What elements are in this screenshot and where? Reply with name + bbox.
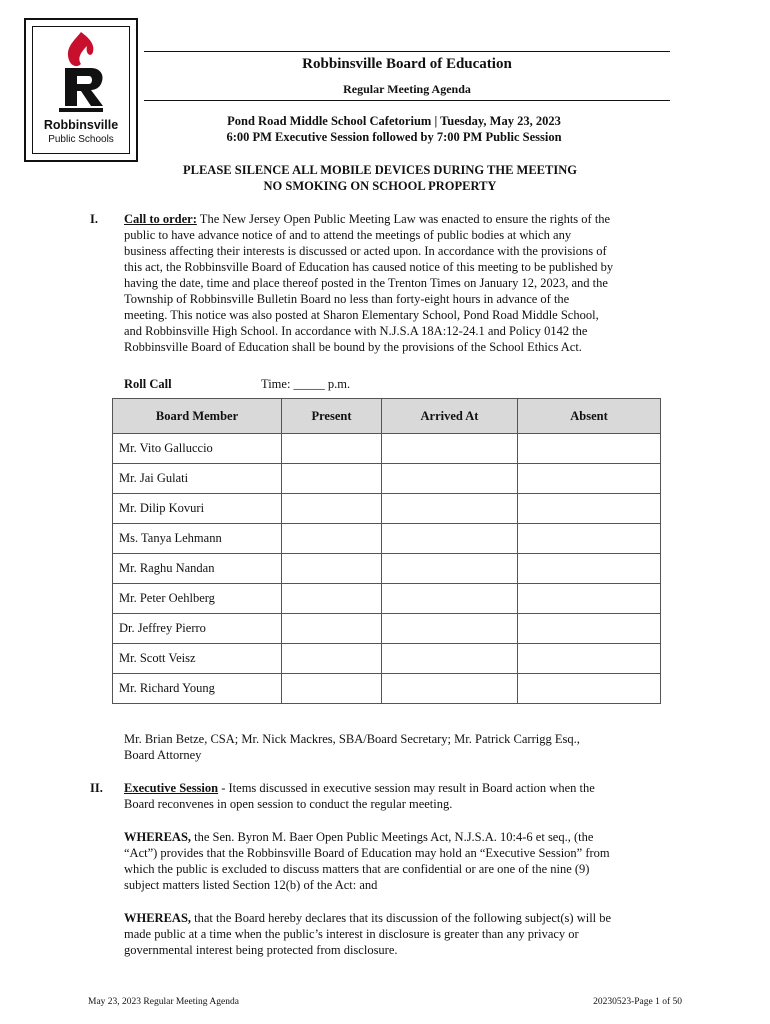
call-to-order-line: this act, the Robbinsville Board of Education has caused notice of this meeting to be published by (124, 260, 614, 274)
member-name: Mr. Scott Veisz (113, 644, 282, 674)
header-rule-bottom (144, 100, 670, 101)
member-name: Mr. Vito Galluccio (113, 434, 282, 464)
executive-session-heading: Executive Session (124, 781, 219, 795)
board-title: Robbinsville Board of Education (302, 56, 512, 72)
table-row (113, 524, 661, 554)
present-cell (282, 524, 382, 554)
absent-cell (518, 614, 661, 644)
whereas-paragraph-1 (124, 829, 684, 893)
arrived-cell (382, 554, 518, 584)
table-row (113, 584, 661, 614)
absent-cell (518, 464, 661, 494)
absent-cell (518, 584, 661, 614)
roll-call-label: Roll Call (124, 377, 172, 391)
call-to-order-heading: Call to order: (124, 212, 197, 226)
member-name: Mr. Dilip Kovuri (113, 494, 282, 524)
notice-no-smoking: NO SMOKING ON SCHOOL PROPERTY (263, 179, 497, 193)
table-row (113, 614, 661, 644)
executive-session-intro (124, 780, 684, 812)
whereas2-line: governmental interest being protected from disclosure. (124, 943, 398, 957)
table-row (113, 464, 661, 494)
col-absent: Absent (518, 399, 661, 434)
table-row (113, 434, 661, 464)
absent-cell (518, 494, 661, 524)
meeting-times: 6:00 PM Executive Session followed by 7:00 PM Public Session (226, 130, 562, 144)
absent-cell (518, 524, 661, 554)
staff-line: Mr. Brian Betze, CSA; Mr. Nick Mackres, SBA/Board Secretary; Mr. Patrick Carrigg Esq., (124, 732, 580, 746)
present-cell (282, 614, 382, 644)
call-to-order-line: public to have advance notice of and to attend the meetings of public bodies at which any (124, 228, 572, 242)
whereas1-line: subject matters listed Section 12(b) of the Act: and (124, 878, 378, 892)
arrived-cell (382, 464, 518, 494)
present-cell (282, 434, 382, 464)
absent-cell (518, 554, 661, 584)
call-to-order-line: having the date, time and place thereof posted in the Trenton Times on January 12, 2023, and the (124, 276, 608, 290)
district-logo (24, 18, 138, 162)
table-row (113, 674, 661, 704)
exec-intro-line: Board reconvenes in open session to conduct the regular meeting. (124, 797, 453, 811)
arrived-cell (382, 614, 518, 644)
whereas1-line: which the public is excluded to discuss matters that are confidential or are one of the nine (9) (124, 862, 590, 876)
table-row (113, 644, 661, 674)
footer-meeting-title: May 23, 2023 Regular Meeting Agenda (88, 997, 239, 1007)
table-row (113, 554, 661, 584)
table-row (113, 494, 661, 524)
whereas2-line: WHEREAS, that the Board hereby declares that its discussion of the following subject(s) will be (124, 911, 612, 925)
absent-cell (518, 644, 661, 674)
logo-name: Robbinsville (43, 118, 119, 132)
call-to-order-line: meeting. This notice was also posted at Sharon Elementary School, Pond Road Middle School, (124, 308, 599, 322)
whereas2-line: made public at a time when the public’s interest in disclosure is greater than any privacy or (124, 927, 579, 941)
col-arrived-at: Arrived At (382, 399, 518, 434)
present-cell (282, 674, 382, 704)
logo-subtitle: Public Schools (48, 134, 114, 145)
call-to-order-line: Robbinsville Board of Education shall be bound by the provisions of the School Ethics Act. (124, 340, 582, 354)
roll-call-table (112, 398, 661, 704)
notice-mobile-devices: PLEASE SILENCE ALL MOBILE DEVICES DURING THE MEETING (183, 163, 577, 177)
arrived-cell (382, 644, 518, 674)
section-2-numeral: II. (90, 781, 103, 795)
header-rule-top (144, 51, 670, 52)
call-to-order-line: Township of Robbinsville Bulletin Board no less than forty-eight hours in advance of the (124, 292, 570, 306)
arrived-cell (382, 524, 518, 554)
present-cell (282, 554, 382, 584)
member-name: Mr. Raghu Nandan (113, 554, 282, 584)
call-to-order-line: business affecting their interests is discussed or acted upon. In accordance with the provisions of (124, 244, 607, 258)
present-cell (282, 494, 382, 524)
col-present: Present (282, 399, 382, 434)
arrived-cell (382, 584, 518, 614)
arrived-cell (382, 674, 518, 704)
member-name: Mr. Richard Young (113, 674, 282, 704)
whereas1-line: “Act”) provides that the Robbinsville Board of Education may hold an “Executive Session” from (124, 846, 610, 860)
section-1-numeral: I. (90, 212, 98, 226)
member-name: Dr. Jeffrey Pierro (113, 614, 282, 644)
member-name: Mr. Jai Gulati (113, 464, 282, 494)
member-name: Mr. Peter Oehlberg (113, 584, 282, 614)
call-to-order-line: Call to order: The New Jersey Open Public Meeting Law was enacted to ensure the rights of the (124, 212, 611, 226)
present-cell (282, 584, 382, 614)
whereas-label: WHEREAS, (124, 911, 192, 925)
absent-cell (518, 434, 661, 464)
agenda-subtitle: Regular Meeting Agenda (343, 82, 471, 96)
whereas1-line: WHEREAS, the Sen. Byron M. Baer Open Public Meetings Act, N.J.S.A. 10:4-6 et seq., (the (124, 830, 594, 844)
whereas-paragraph-2 (124, 910, 684, 958)
table-header-row (113, 399, 661, 434)
present-cell (282, 644, 382, 674)
member-name: Ms. Tanya Lehmann (113, 524, 282, 554)
roll-call-time: Time: _____ p.m. (261, 377, 351, 391)
call-to-order-line: and Robbinsville High School. In accordance with N.J.S.A 18A:12-24.1 and Policy 0142 the (124, 324, 588, 338)
absent-cell (518, 674, 661, 704)
call-to-order-paragraph (124, 211, 684, 355)
present-cell (282, 464, 382, 494)
footer-page-number: 20230523-Page 1 of 50 (593, 997, 682, 1007)
arrived-cell (382, 434, 518, 464)
whereas-label: WHEREAS, (124, 830, 192, 844)
staff-line: Board Attorney (124, 748, 202, 762)
exec-intro-line: Executive Session - Items discussed in executive session may result in Board action when the (124, 781, 595, 795)
staff-attendees (124, 731, 684, 763)
col-board-member: Board Member (113, 399, 282, 434)
meeting-location: Pond Road Middle School Cafetorium | Tuesday, May 23, 2023 (227, 114, 561, 128)
torch-r-icon (51, 28, 111, 116)
arrived-cell (382, 494, 518, 524)
